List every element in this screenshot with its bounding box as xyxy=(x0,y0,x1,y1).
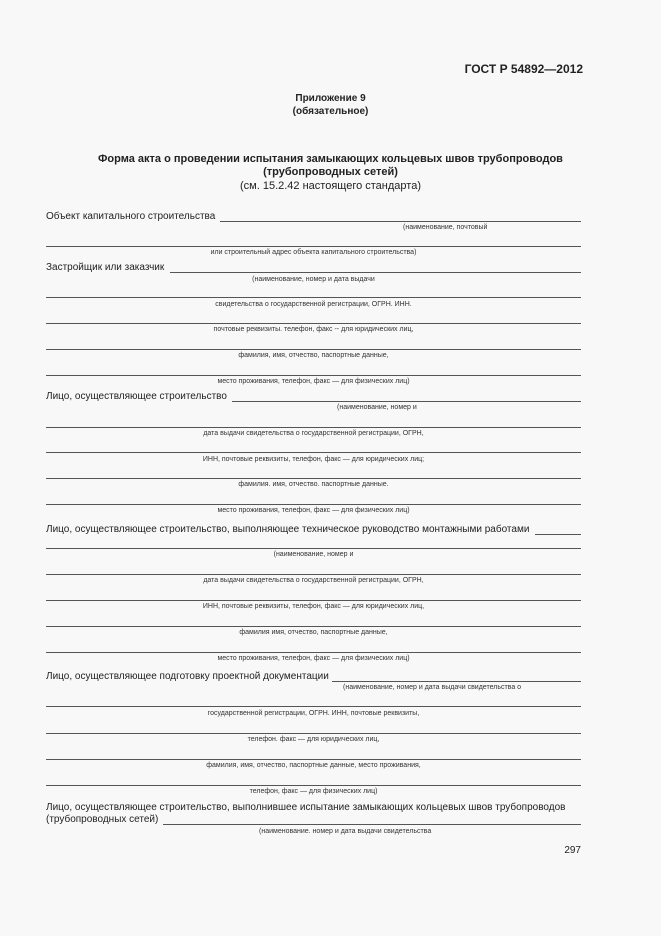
designer-hint-3: телефон. факс — для юридических лиц, xyxy=(247,736,380,743)
developer-label: Застройщик или заказчик xyxy=(46,262,165,273)
developer-hint-3: почтовые реквизиты. телефон, факс -- для юридических лиц, xyxy=(213,326,414,333)
developer-field-4[interactable] xyxy=(46,349,581,350)
designer-hint-5: телефон, факс — для физических лиц) xyxy=(249,788,378,795)
developer-hint-2: свидетельства о государственной регистрации, ОГРН. ИНН. xyxy=(215,301,412,308)
designer-field-2[interactable] xyxy=(46,706,581,707)
designer-field-4[interactable] xyxy=(46,759,581,760)
tech-supervisor-field-6[interactable] xyxy=(46,652,581,653)
appendix-title: Приложение 9 xyxy=(295,93,366,104)
form-subtitle: (см. 15.2.42 настоящего стандарта) xyxy=(240,180,421,192)
tech-supervisor-hint-5: место проживания, телефон, факс — для физических лиц) xyxy=(217,655,410,662)
tech-supervisor-field[interactable] xyxy=(535,534,581,535)
developer-hint-5: место проживания, телефон, факс — для физических лиц) xyxy=(217,378,410,385)
form-title-line2: (трубопроводных сетей) xyxy=(263,166,398,178)
designer-hint-2: государственной регистрации, ОГРН. ИНН, почтовые реквизиты, xyxy=(207,710,420,717)
developer-field-3[interactable] xyxy=(46,323,581,324)
tech-supervisor-hint-2: дата выдачи свидетельства о государственной регистрации, ОГРН, xyxy=(203,577,424,584)
appendix-status: (обязательное) xyxy=(292,106,369,117)
tech-supervisor-field-3[interactable] xyxy=(46,574,581,575)
developer-hint-4: фамилия, имя, отчество, паспортные данные, xyxy=(238,352,389,359)
designer-field[interactable] xyxy=(332,681,581,682)
designer-hint: (наименование, номер и дата выдачи свидетельства о xyxy=(343,684,522,691)
standard-number: ГОСТ Р 54892—2012 xyxy=(464,62,583,76)
builder-field[interactable] xyxy=(232,401,581,402)
designer-field-3[interactable] xyxy=(46,733,581,734)
designer-field-5[interactable] xyxy=(46,785,581,786)
tester-field[interactable] xyxy=(163,824,581,825)
appendix-heading xyxy=(0,92,661,118)
builder-label: Лицо, осуществляющее строительство xyxy=(46,391,227,402)
tech-supervisor-label: Лицо, осуществляющее строительство, выполняющее техническое руководство монтажными работами xyxy=(46,524,530,535)
tech-supervisor-field-4[interactable] xyxy=(46,600,581,601)
developer-field-5[interactable] xyxy=(46,375,581,376)
builder-hint: (наименование, номер и xyxy=(337,404,417,411)
designer-label: Лицо, осуществляющее подготовку проектной документации xyxy=(46,671,329,682)
tester-hint: (наименование. номер и дата выдачи свидетельства xyxy=(259,828,432,835)
object-hint-2: или строительный адрес объекта капитального строительства) xyxy=(210,249,417,256)
tester-label-line1: Лицо, осуществляющее строительство, выполнившее испытание замыкающих кольцевых швов трубопроводов xyxy=(46,802,566,813)
tech-supervisor-hint-3: ИНН, почтовые реквизиты, телефон, факс — для юридических лиц, xyxy=(202,603,425,610)
developer-field-2[interactable] xyxy=(46,297,581,298)
tester-label-line2: (трубопроводных сетей) xyxy=(46,814,159,825)
builder-hint-2: дата выдачи свидетельства о государственной регистрации, ОГРН, xyxy=(203,430,424,437)
tech-supervisor-field-5[interactable] xyxy=(46,626,581,627)
developer-hint: (наименование, номер и дата выдачи xyxy=(252,276,375,283)
builder-field-4[interactable] xyxy=(46,478,581,479)
object-hint: (наименование, почтовый xyxy=(403,224,488,231)
builder-field-5[interactable] xyxy=(46,504,581,505)
form-title xyxy=(0,153,661,179)
builder-hint-4: фамилия. имя, отчество. паспортные данные. xyxy=(238,481,389,488)
page-number: 297 xyxy=(564,845,581,856)
developer-field[interactable] xyxy=(170,272,581,273)
form-title-line1: Форма акта о проведении испытания замыкающих кольцевых швов трубопроводов xyxy=(98,153,563,165)
tech-supervisor-field-2[interactable] xyxy=(46,548,581,549)
object-field-2[interactable] xyxy=(46,246,581,247)
builder-hint-3: ИНН, почтовые реквизиты, телефон, факс — для юридических лиц; xyxy=(202,456,425,463)
builder-field-3[interactable] xyxy=(46,452,581,453)
tech-supervisor-hint: (наименование, номер и xyxy=(273,551,354,558)
designer-hint-4: фамилия, имя, отчество, паспортные данные, место проживания, xyxy=(206,762,421,769)
builder-hint-5: место проживания, телефон, факс — для физических лиц) xyxy=(217,507,410,514)
tech-supervisor-hint-4: фамилия имя, отчество, паспортные данные, xyxy=(239,629,388,636)
object-field[interactable] xyxy=(220,221,581,222)
builder-field-2[interactable] xyxy=(46,427,581,428)
object-label: Объект капитального строительства xyxy=(46,211,216,222)
